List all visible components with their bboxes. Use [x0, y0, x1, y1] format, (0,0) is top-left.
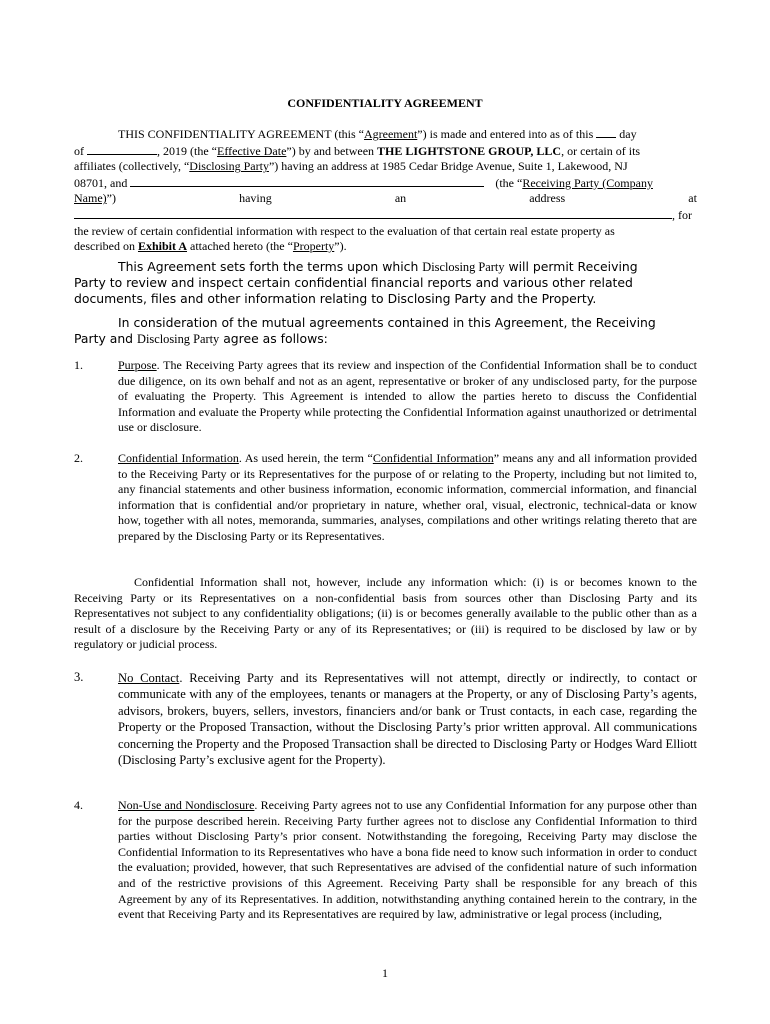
address-blank[interactable] — [74, 207, 672, 219]
section-3-heading: No Contact — [118, 671, 180, 685]
section-1-number: 1. — [74, 358, 83, 372]
company-name: THE LIGHTSTONE GROUP, LLC — [377, 143, 562, 158]
sets-forth-line-3: documents, files and other information relating to Disclosing Party and the Property. — [74, 291, 597, 306]
section-2-confidential-information: Confidential Information. As used herein, the term “Confidential Information” means any and all information provided to the Receiving Party or its Representatives for the purpose of or relating to the Property, including but not limited to, any financial statements and other business information, economic information, commercial information, and financial information that is confidential and/or proprietary in nature, whether oral, visual, electronic, technical-data or know how, together with all notes, memoranda, summaries, analyses, compilations and other writings relating thereto that are prepared by the Disclosing Party or its Representatives. — [118, 451, 697, 543]
section-2-number: 2. — [74, 451, 83, 465]
sets-forth-paragraph — [74, 259, 697, 307]
section-3-no-contact: No Contact. Receiving Party and its Representatives will not attempt, directly or indirectly, to contact or communicate with any of the employees, tenants or managers at the Property, or any of Disclosing Party’s agents, advisors, brokers, buyers, sellers, investors, financiers and/or bank or Trust contacts, in each case, regarding the Property or the Proposed Transaction, without the Disclosing Party’s prior written approval. All communications concerning the Property and the Proposed Transaction shall be directed to Disclosing Party or Hodges Ward Elliott (Disclosing Party’s exclusive agent for the Property). — [118, 671, 697, 768]
section-4-heading: Non-Use and Nondisclosure — [118, 798, 255, 812]
page-number: 1 — [382, 966, 388, 980]
exhibit-a-reference: Exhibit A — [137, 239, 188, 254]
consideration-line-2: Party and Disclosing Party agree as follows: — [74, 331, 328, 346]
consideration-line-1: In consideration of the mutual agreements contained in this Agreement, the Receiving — [118, 315, 656, 330]
section-3-number: 3. — [74, 670, 84, 684]
intro-line-3: affiliates (collectively, “Disclosing Party”) having an address at 1985 Cedar Bridge Avenue, Suite 1, Lakewood, NJ — [74, 159, 628, 174]
section-1-purpose: Purpose. The Receiving Party agrees that its review and inspection of the Confidential Information shall be to conduct due diligence, on its own behalf and not as an agent, representative or broker of any undisclosed party, for the purpose of evaluating the Property. This Agreement is intended to allow the parties hereto to discuss the Confidential Information and evaluate the Property while protecting the Confidential Information against unauthorized or detrimental use or disclosure. — [118, 358, 697, 435]
intro-line-7: the review of certain confidential information with respect to the evaluation of that certain real estate property as — [74, 223, 615, 238]
section-4-number: 4. — [74, 798, 83, 812]
intro-line-2: of , 2019 (the “Effective Date”) by and between THE LIGHTSTONE GROUP, LLC, or certain of its — [74, 143, 641, 158]
document-title: CONFIDENTIALITY AGREEMENT — [287, 96, 483, 110]
consideration-paragraph — [74, 315, 697, 347]
section-2-exclusions: Confidential Information shall not, however, include any information which: (i) is or becomes known to the Receiving Party or its Representatives on a non-confidential basis from sources other than Disclosing Party and its Representatives not subject to any confidentiality obligations; (ii) is or becomes generally available to the public other than as a result of a disclosure by the Receiving Party or any of its Representatives; or (iii) is required to be disclosed by law or by regulatory or judicial process. — [74, 575, 697, 652]
intro-paragraph — [74, 126, 697, 255]
section-2-heading: Confidential Information — [118, 451, 239, 465]
day-blank[interactable] — [596, 126, 616, 138]
intro-line-4: 08701, and (the “Receiving Party (Company — [74, 175, 653, 190]
intro-line-1: THIS CONFIDENTIALITY AGREEMENT (this “Agreement”) is made and entered into as of this day — [118, 127, 637, 141]
intro-line-6: , for — [74, 207, 697, 224]
intro-line-5: Name)”) having an address at — [74, 191, 697, 206]
section-1-heading: Purpose — [118, 358, 157, 372]
receiving-party-name-blank[interactable] — [130, 175, 484, 187]
month-blank[interactable] — [87, 143, 157, 155]
section-4-non-use: Non-Use and Nondisclosure. Receiving Party agrees not to use any Confidential Information for any purpose other than for the purpose described herein. Receiving Party further agrees not to disclose any Confidential Information to third parties without Disclosing Party’s prior consent. Notwithstanding the foregoing, Receiving Party may disclose the Confidential Information to its Representatives who have a bona fide need to know such information in order to conduct the evaluation; provided, however, that such Representatives are advised of the confidential nature of such information and of the restrictive provisions of this Agreement. Receiving Party shall be responsible for any breach of this Agreement by any of its Representatives. In addition, notwithstanding anything contained herein to the contrary, in the event that Receiving Party and its Representatives are required by law, administrative or legal process (including, — [118, 798, 697, 922]
intro-line-8: described on Exhibit A attached hereto (the “Property”). — [74, 239, 347, 254]
sets-forth-line-1: This Agreement sets forth the terms upon which Disclosing Party will permit Receiving — [118, 259, 638, 274]
sets-forth-line-2: Party to review and inspect certain confidential financial reports and various other related — [74, 275, 633, 290]
